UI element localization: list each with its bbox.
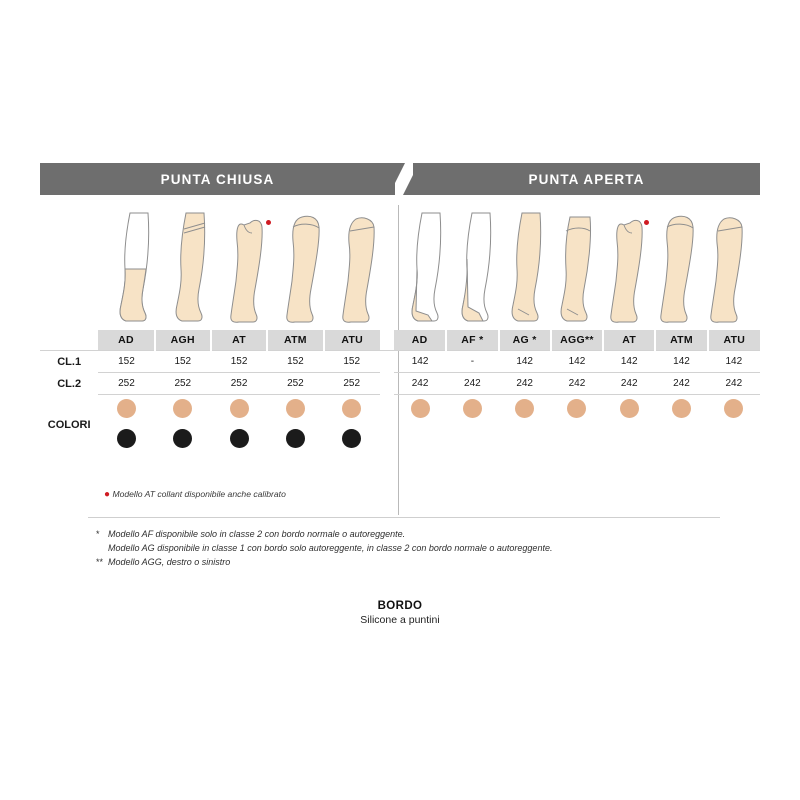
model-header-closed-1: AGH	[155, 330, 211, 351]
header-divider-slash	[395, 163, 413, 195]
cl1-closed-3: 152	[267, 351, 323, 373]
table-row-colori-black	[40, 425, 760, 455]
header-open-toe: PUNTA APERTA	[413, 163, 760, 195]
leg-group-open-toe	[398, 207, 760, 329]
color-black-closed-3	[267, 425, 323, 455]
cl1-open-1: -	[446, 351, 498, 373]
swatch-beige-icon	[411, 399, 430, 418]
footnote-af-text: Modello AF disponibile solo in classe 2 con bordo normale o autoreggente.	[108, 529, 406, 539]
leg-figure-open-at	[606, 207, 656, 329]
leg-group-closed-toe	[40, 207, 398, 329]
models-table	[40, 330, 760, 455]
row-label-cl1: CL.1	[40, 351, 98, 373]
cl1-open-5: 142	[655, 351, 707, 373]
swatch-black-icon	[173, 429, 192, 448]
color-beige-closed-4	[324, 395, 380, 426]
leg-figure-open-ad	[406, 207, 456, 329]
footer-title: BORDO	[377, 600, 423, 612]
color-black-open-1	[446, 425, 498, 455]
model-header-closed-3: ATM	[267, 330, 323, 351]
model-header-open-1: AF *	[446, 330, 498, 351]
cl1-open-2: 142	[499, 351, 551, 373]
footer-block	[0, 600, 800, 626]
color-beige-closed-2	[211, 395, 267, 426]
swatch-beige-icon	[173, 399, 192, 418]
leg-figure-closed-agh	[168, 207, 224, 329]
color-beige-open-3	[551, 395, 603, 426]
header-closed-toe: PUNTA CHIUSA	[40, 163, 395, 195]
cl1-open-3: 142	[551, 351, 603, 373]
color-black-closed-2	[211, 425, 267, 455]
swatch-beige-icon	[672, 399, 691, 418]
model-header-open-2: AG *	[499, 330, 551, 351]
swatch-black-icon	[342, 429, 361, 448]
leg-figure-closed-atu	[336, 207, 392, 329]
cl2-open-4: 242	[603, 373, 655, 395]
footnote-agg-text: Modello AGG, destro o sinistro	[108, 556, 231, 567]
footnote-ag	[96, 542, 736, 556]
color-beige-closed-3	[267, 395, 323, 426]
note-at-calibrato	[104, 489, 286, 500]
color-black-open-6	[708, 425, 760, 455]
table-row-cl2	[40, 373, 760, 395]
color-black-open-5	[655, 425, 707, 455]
table-header-row	[40, 330, 760, 351]
header-middle-spacer	[380, 330, 394, 351]
cl2-spacer	[380, 373, 394, 395]
footnotes-block	[96, 528, 736, 570]
row-label-colori: COLORI	[47, 418, 91, 431]
cl1-closed-1: 152	[155, 351, 211, 373]
colori-spacer	[380, 395, 394, 426]
leg-figure-open-ag	[506, 207, 556, 329]
swatch-beige-icon	[567, 399, 586, 418]
model-header-open-5: ATM	[655, 330, 707, 351]
leg-figure-closed-ad	[112, 207, 168, 329]
cl2-closed-1: 252	[155, 373, 211, 395]
leg-figure-open-atm	[656, 207, 706, 329]
cl2-closed-3: 252	[267, 373, 323, 395]
footnote-double-star: **	[96, 556, 104, 567]
color-beige-open-5	[655, 395, 707, 426]
header-corner-spacer	[40, 330, 98, 351]
model-header-closed-0: AD	[98, 330, 154, 351]
color-beige-closed-0	[98, 395, 154, 426]
swatch-beige-icon	[515, 399, 534, 418]
leg-figure-open-af	[456, 207, 506, 329]
cl1-open-0: 142	[394, 351, 446, 373]
model-header-open-6: ATU	[708, 330, 760, 351]
swatch-beige-icon	[230, 399, 249, 418]
color-beige-open-0	[394, 395, 446, 426]
cl1-closed-4: 152	[324, 351, 380, 373]
cl2-closed-0: 252	[98, 373, 154, 395]
cl1-spacer	[380, 351, 394, 373]
color-black-open-2	[499, 425, 551, 455]
cl2-open-6: 242	[708, 373, 760, 395]
color-black-closed-4	[324, 425, 380, 455]
cl2-open-3: 242	[551, 373, 603, 395]
leg-figure-open-agg	[556, 207, 606, 329]
swatch-beige-icon	[286, 399, 305, 418]
notes-divider	[88, 517, 720, 518]
footnote-agg	[96, 556, 736, 570]
section-header-band	[40, 163, 760, 195]
footer-subtitle: Silicone a puntini	[360, 614, 440, 626]
cl1-closed-2: 152	[211, 351, 267, 373]
cl2-open-2: 242	[499, 373, 551, 395]
footnote-ag-text: Modello AG disponibile in classe 1 con bordo solo autoreggente, in classe 2 con bordo normale o autoreggente.	[108, 542, 553, 553]
cl1-open-6: 142	[708, 351, 760, 373]
model-header-open-3: AGG**	[551, 330, 603, 351]
color-beige-open-1	[446, 395, 498, 426]
leg-figure-closed-at	[224, 207, 280, 329]
cl2-open-5: 242	[655, 373, 707, 395]
model-header-closed-2: AT	[211, 330, 267, 351]
cl2-closed-2: 252	[211, 373, 267, 395]
footnote-single-star: *	[96, 529, 100, 539]
calibrato-marker-dot-open	[644, 220, 649, 225]
cl1-closed-0: 152	[98, 351, 154, 373]
color-beige-open-6	[708, 395, 760, 426]
table-row-cl1	[40, 351, 760, 373]
swatch-beige-icon	[620, 399, 639, 418]
calibrato-marker-dot	[266, 220, 271, 225]
colori-spacer-2	[380, 425, 394, 455]
color-beige-closed-1	[155, 395, 211, 426]
model-header-closed-4: ATU	[324, 330, 380, 351]
swatch-beige-icon	[117, 399, 136, 418]
color-black-closed-1	[155, 425, 211, 455]
swatch-beige-icon	[463, 399, 482, 418]
model-header-open-0: AD	[394, 330, 446, 351]
cl2-open-1: 242	[446, 373, 498, 395]
red-dot-marker-icon: ●	[104, 489, 111, 501]
cl2-open-0: 242	[394, 373, 446, 395]
color-black-open-0	[394, 425, 446, 455]
color-black-closed-0	[98, 425, 154, 455]
swatch-beige-icon	[342, 399, 361, 418]
cl2-closed-4: 252	[324, 373, 380, 395]
leg-figure-closed-atm	[280, 207, 336, 329]
cl1-open-4: 142	[603, 351, 655, 373]
row-label-cl2: CL.2	[57, 377, 82, 390]
model-header-open-4: AT	[603, 330, 655, 351]
color-beige-open-4	[603, 395, 655, 426]
leg-illustrations-row	[40, 207, 760, 329]
swatch-beige-icon	[724, 399, 743, 418]
note-at-text: Modello AT collant disponibile anche calibrato	[112, 489, 286, 499]
color-black-open-4	[603, 425, 655, 455]
color-black-open-3	[551, 425, 603, 455]
swatch-black-icon	[230, 429, 249, 448]
footnote-af	[96, 528, 736, 542]
leg-figure-open-atu	[706, 207, 756, 329]
swatch-black-icon	[286, 429, 305, 448]
swatch-black-icon	[117, 429, 136, 448]
table-row-colori-beige	[40, 395, 760, 426]
color-beige-open-2	[499, 395, 551, 426]
